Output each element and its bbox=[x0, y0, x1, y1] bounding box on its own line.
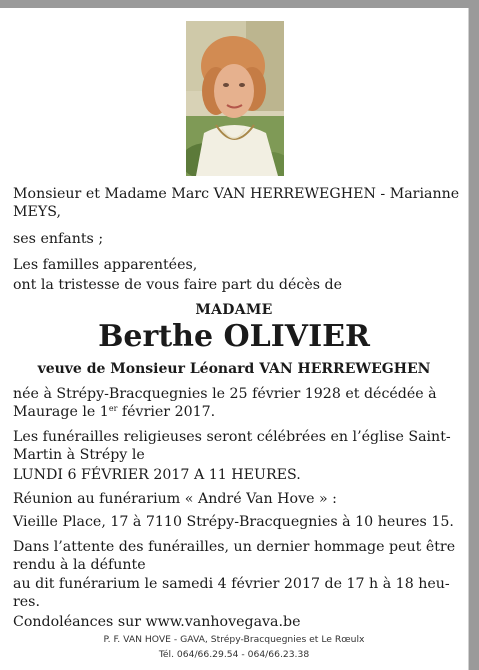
deceased-name: Berthe OLIVIER bbox=[98, 319, 370, 354]
birth-death-line-2: Maurage le 1er février 2017. bbox=[13, 404, 216, 420]
funeral-line-2: Martin à Strépy le bbox=[13, 447, 145, 463]
honorific: MADAME bbox=[195, 302, 273, 318]
funeral-date: LUNDI 6 FÉVRIER 2017 A 11 HEURES. bbox=[13, 467, 301, 483]
portrait-photo bbox=[186, 21, 284, 176]
viewing-line-3: au dit funérarium le samedi 4 février 2017 de 17 h à 18 heu- bbox=[13, 576, 450, 592]
gathering-line-1: Réunion au funérarium « André Van Hove » : bbox=[13, 491, 337, 507]
portrait-image bbox=[186, 21, 284, 176]
viewing-line-1: Dans l’attente des funérailles, un dernier hommage peut être bbox=[13, 539, 456, 555]
announcement-line: ont la tristesse de vous faire part du décès de bbox=[13, 277, 343, 293]
viewing-line-2: rendu à la défunte bbox=[13, 557, 146, 573]
birth-death-line-1: née à Strépy-Bracquegnies le 25 février 1928 et décédée à bbox=[13, 386, 437, 402]
families-line: Les familles apparentées, bbox=[13, 257, 198, 273]
widow-of: veuve de Monsieur Léonard VAN HERREWEGHEN bbox=[37, 361, 431, 377]
ordinal-superscript: er bbox=[108, 404, 118, 413]
obituary-card bbox=[0, 8, 469, 670]
funeral-line-1: Les funérailles religieuses seront célébrées en l’église Saint- bbox=[13, 429, 451, 445]
viewing-line-4: res. bbox=[13, 594, 40, 610]
footer-company: P. F. VAN HOVE - GAVA, Strépy-Bracquegnies et Le Rœulx bbox=[103, 634, 365, 645]
announcers-line-2: MEYS, bbox=[13, 204, 61, 220]
condolences-line: Condoléances sur www.vanhovegava.be bbox=[13, 614, 301, 630]
children-line: ses enfants ; bbox=[13, 231, 104, 247]
announcers-line-1: Monsieur et Madame Marc VAN HERREWEGHEN - Marianne bbox=[13, 186, 460, 202]
footer-phones: Tél. 064/66.29.54 - 064/66.23.38 bbox=[158, 649, 310, 660]
gathering-line-2: Vieille Place, 17 à 7110 Strépy-Bracquegnies à 10 heures 15. bbox=[13, 514, 454, 530]
